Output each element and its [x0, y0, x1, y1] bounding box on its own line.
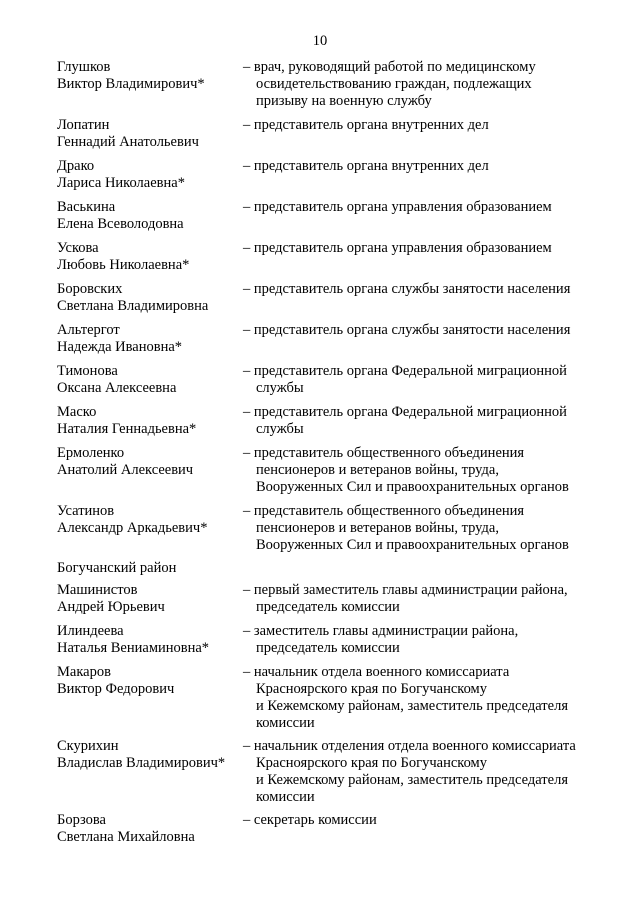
member-role-line: службы — [256, 421, 304, 437]
member-surname: Васькина — [57, 199, 116, 215]
member-role-line: комиссии — [256, 789, 315, 805]
member-surname: Боровских — [57, 281, 123, 297]
member-surname: Илиндеева — [57, 623, 124, 639]
member-role-line: – представитель органа Федеральной миграционной — [243, 404, 567, 420]
member-role-line: – секретарь комиссии — [243, 812, 377, 828]
member-role — [243, 59, 608, 110]
member-role — [243, 623, 608, 657]
member-name — [57, 158, 242, 192]
member-given-name: Любовь Николаевна* — [57, 257, 190, 273]
member-given-name: Анатолий Алексеевич — [57, 462, 194, 478]
member-role — [243, 117, 608, 134]
member-role-line: Вооруженных Сил и правоохранительных органов — [256, 479, 569, 495]
member-role-line: комиссии — [256, 715, 315, 731]
member-given-name: Лариса Николаевна* — [57, 175, 185, 191]
member-name — [57, 582, 242, 616]
member-name — [57, 404, 242, 438]
member-role-line: – представитель общественного объединения — [243, 503, 525, 519]
member-role-line: председатель комиссии — [256, 599, 400, 615]
member-role — [243, 582, 608, 616]
member-role-line: освидетельствованию граждан, подлежащих — [256, 76, 532, 92]
member-name — [57, 322, 242, 356]
page-number: 10 — [312, 33, 328, 49]
member-role-line: пенсионеров и ветеранов войны, труда, — [256, 520, 499, 536]
member-name — [57, 664, 242, 698]
member-surname: Ускова — [57, 240, 99, 256]
member-surname: Борзова — [57, 812, 106, 828]
member-name — [57, 240, 242, 274]
member-surname: Тимонова — [57, 363, 118, 379]
member-role-line: – начальник отделения отдела военного комиссариата — [243, 738, 576, 754]
member-role — [243, 158, 608, 175]
member-role-line: и Кежемскому районам, заместитель председателя — [256, 772, 568, 788]
member-given-name: Наталия Геннадьевна* — [57, 421, 197, 437]
member-role-line: – представитель органа службы занятости населения — [243, 322, 571, 338]
member-role-line: Красноярского края по Богучанскому — [256, 681, 487, 697]
member-role-line: – представитель органа службы занятости населения — [243, 281, 571, 297]
member-role-line: – врач, руководящий работой по медицинскому — [243, 59, 536, 75]
member-surname: Машинистов — [57, 582, 138, 598]
member-surname: Альтергот — [57, 322, 120, 338]
member-role — [243, 445, 608, 496]
member-name — [57, 199, 242, 233]
member-role-line: – представитель органа Федеральной миграционной — [243, 363, 567, 379]
member-given-name: Геннадий Анатольевич — [57, 134, 199, 150]
member-surname: Ермоленко — [57, 445, 125, 461]
member-given-name: Наталья Вениаминовна* — [57, 640, 210, 656]
member-given-name: Виктор Федорович — [57, 681, 175, 697]
member-name — [57, 363, 242, 397]
member-given-name: Виктор Владимирович* — [57, 76, 205, 92]
member-role-line: призыву на военную службу — [256, 93, 432, 109]
member-role-line: – представитель органа управления образованием — [243, 240, 552, 256]
member-name — [57, 59, 242, 93]
section-title: Богучанский район — [57, 560, 177, 576]
member-role — [243, 812, 608, 829]
member-given-name: Елена Всеволодовна — [57, 216, 184, 232]
member-surname: Скурихин — [57, 738, 119, 754]
member-role — [243, 404, 608, 438]
member-name — [57, 117, 242, 151]
member-name — [57, 812, 242, 846]
member-role-line: председатель комиссии — [256, 640, 400, 656]
member-given-name: Александр Аркадьевич* — [57, 520, 208, 536]
member-surname: Макаров — [57, 664, 111, 680]
member-role-line: и Кежемскому районам, заместитель председателя — [256, 698, 568, 714]
member-role — [243, 664, 608, 732]
member-role-line: – заместитель главы администрации района, — [243, 623, 519, 639]
member-role — [243, 738, 608, 806]
member-role — [243, 322, 608, 339]
member-role — [243, 199, 608, 216]
member-given-name: Андрей Юрьевич — [57, 599, 165, 615]
member-role-line: – начальник отдела военного комиссариата — [243, 664, 510, 680]
member-name — [57, 503, 242, 537]
member-role-line: Вооруженных Сил и правоохранительных органов — [256, 537, 569, 553]
member-role-line: – первый заместитель главы администрации района, — [243, 582, 568, 598]
member-role-line: Красноярского края по Богучанскому — [256, 755, 487, 771]
member-given-name: Надежда Ивановна* — [57, 339, 183, 355]
member-role-line: – представитель органа внутренних дел — [243, 117, 489, 133]
member-given-name: Владислав Владимирович* — [57, 755, 226, 771]
member-surname: Маско — [57, 404, 97, 420]
member-role-line: – представитель общественного объединения — [243, 445, 525, 461]
member-given-name: Светлана Михайловна — [57, 829, 195, 845]
member-surname: Глушков — [57, 59, 111, 75]
member-given-name: Оксана Алексеевна — [57, 380, 177, 396]
member-given-name: Светлана Владимировна — [57, 298, 209, 314]
member-name — [57, 445, 242, 479]
member-role — [243, 281, 608, 298]
member-name — [57, 738, 242, 772]
member-role-line: – представитель органа управления образованием — [243, 199, 552, 215]
member-role — [243, 240, 608, 257]
member-surname: Лопатин — [57, 117, 110, 133]
member-name — [57, 281, 242, 315]
member-name — [57, 623, 242, 657]
member-role-line: пенсионеров и ветеранов войны, труда, — [256, 462, 499, 478]
member-surname: Усатинов — [57, 503, 115, 519]
member-role — [243, 363, 608, 397]
member-surname: Драко — [57, 158, 95, 174]
member-role-line: службы — [256, 380, 304, 396]
member-role-line: – представитель органа внутренних дел — [243, 158, 489, 174]
member-role — [243, 503, 608, 554]
